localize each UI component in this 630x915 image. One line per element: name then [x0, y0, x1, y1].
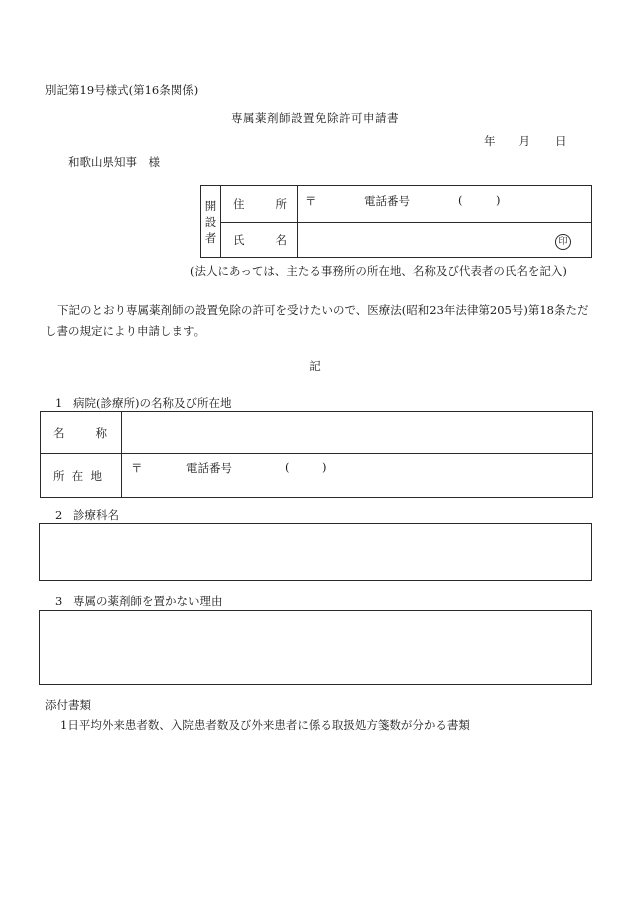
phone-paren-close: ): [322, 460, 327, 474]
hospital-name-field[interactable]: [122, 412, 593, 454]
section-number: 2: [55, 508, 63, 522]
address-label: [221, 186, 298, 223]
name-label: [221, 223, 298, 258]
phone-paren-open: (: [285, 460, 290, 474]
attachment-item: 1日平均外来患者数、入院患者数及び外来患者に係る取扱処方箋数が分かる書類: [60, 718, 470, 732]
hospital-table: [40, 411, 593, 498]
addressee: 和歌山県知事 様: [68, 155, 160, 169]
applicant-table: [200, 185, 592, 258]
form-number: 別記第19号様式(第16条関係): [45, 83, 199, 97]
departments-field[interactable]: [39, 523, 592, 581]
name-label-char: 氏: [233, 233, 245, 247]
date-year: 年: [484, 134, 496, 148]
hospital-location-label-char: 所: [53, 468, 65, 483]
phone-paren-close: ): [496, 193, 501, 207]
date-day: 日: [555, 134, 567, 148]
section-title: 病院(診療所)の名称及び所在地: [73, 396, 232, 410]
applicant-name-field[interactable]: [298, 223, 592, 258]
form-title: 専属薬剤師設置免除許可申請書: [231, 111, 399, 125]
reason-field[interactable]: [39, 610, 592, 685]
hospital-location-label: [41, 454, 122, 498]
section-number: 3: [55, 594, 63, 608]
section-1-heading: [55, 395, 231, 411]
address-label-char: 所: [275, 197, 287, 211]
address-label-char: 住: [233, 197, 245, 211]
section-title: 専属の薬剤師を置かない理由: [73, 594, 223, 608]
seal-mark: 印: [555, 234, 571, 250]
date-line: [484, 133, 567, 149]
attachments-heading: 添付書類: [45, 698, 91, 712]
postal-mark: 〒: [131, 461, 143, 475]
hospital-name-label-char: 称: [95, 425, 107, 440]
postal-mark: 〒: [305, 194, 317, 208]
phone-label: 電話番号: [364, 194, 410, 208]
applicant-address-field[interactable]: [298, 186, 592, 223]
hospital-location-label-char: 在: [71, 468, 84, 483]
phone-paren-open: (: [458, 193, 463, 207]
applicant-label-char: 開: [204, 198, 217, 213]
hospital-location-field[interactable]: [122, 454, 593, 498]
ki-heading: 記: [309, 359, 321, 373]
hospital-name-label: [41, 412, 122, 454]
section-number: 1: [55, 396, 63, 410]
name-label-char: 名: [275, 233, 287, 247]
request-statement: 下記のとおり専属薬剤師の設置免除の許可を受けたいので、医療法(昭和23年法律第205号)第18条ただし書の規定により申請します。: [45, 303, 589, 338]
section-3-heading: [55, 593, 223, 609]
applicant-label-char: 設: [204, 214, 217, 229]
phone-label: 電話番号: [186, 461, 232, 475]
section-title: 診療科名: [73, 508, 119, 522]
hospital-location-label-char: 地: [90, 468, 102, 483]
hospital-name-label-char: 名: [53, 425, 65, 440]
applicant-label-char: 者: [204, 230, 217, 245]
date-month: 月: [518, 134, 530, 148]
applicant-group-label: [201, 186, 221, 258]
corporate-note: (法人にあっては、主たる事務所の所在地、名称及び代表者の氏名を記入): [190, 264, 567, 278]
section-2-heading: [55, 507, 119, 523]
